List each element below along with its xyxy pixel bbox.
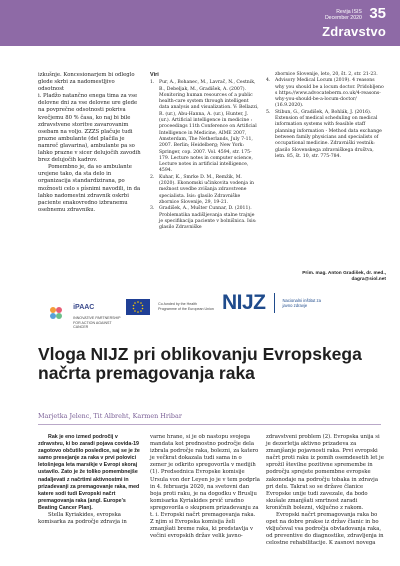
ipaac-subtitle: INNOVATIVE PARTNERSHIP FOR ACTION AGAINST CANCER [73, 316, 121, 329]
article-col3-paragraph-1: zdravstveni problem (2). Evropska unija si je dezerletja aktivno prizadeva za zmanjšanje pojavnosti raka. Prvi evropski načrt proti raku iz pomih osemdesetih let je sprožil številne pozitivne spremembe in področju sprejete pomembne evropske zakonodaje na področju tobaka in zdravja pri delu. Takrat so se države članice Evropske unije tudi zavezale, da bodo skušale zmanjšati smrtnost zaradi kroničnih bolezni, vključno z rakom. [266, 434, 384, 511]
reference-number: 1. [150, 80, 155, 86]
references-list [150, 80, 260, 231]
col1-line: namreč glavarina), ambulante pa so [38, 142, 135, 149]
reference-text: Kuhar, K., Smrke D. M., Remžik, M. (2020). Ekonomski učinkovita vodenja in mežnost uvedbe zvišanja zdravstvene specialista. Isis: glasilo Zdravniške zbornice Slovenije, 29, 19-21. [159, 174, 254, 205]
col1-line: na povprečne odsotnosti pokriva [38, 107, 126, 114]
issue-line-2: December 2020 [324, 15, 362, 21]
col1-line: izkušnje. Koncesionarjem bi odleglo [38, 72, 135, 78]
header-masthead [322, 6, 386, 39]
title-divider [38, 424, 381, 425]
eu-cofunding-logo [126, 296, 214, 315]
col1-line: brez delujočih kadrov. [38, 157, 98, 164]
reference-text: Stibun, G., Gradišek, A, Bohlák, J. (2016). Extension of medical scheduling on medical information systems with feasible staff planning information - Method data exchange between family physicians and specialists of occupational medicine. Zdravniški vestnik: glasilo Slovenskega zdravniškega društva, letn. 85, št. 10, str. 775-784. [275, 109, 382, 159]
reference-number: 4. [266, 78, 271, 84]
issue-line-1: Revija ISIS [336, 9, 362, 15]
article-lead: Rak je eno izmed področij v zdravstvu, ki bo zaradi pojava covida-19 zagotovo občutilo posledice, saj se je že samo presejanje za raka v prvi polovici letošnjega leta marsikje v Evropi skoraj ustavilo. Zato je že toliko pomembnejše nadaljevati z načrtimi aktivnostmi in prizadevanji za premagovanje raka, med katere sodi tudi Evropski načrt premagovanja raka (angl. Europe's Beating Cancer Plan). [38, 434, 140, 511]
reference-text: Advisory Medical Locum (2019). 4 reasons why you should be a locum doctor. Pridobljeno s https://www.advocateberm.co.uk/4-reasons-why-you-should-be-a-locum-doctor/ (16.9.2020). [275, 78, 384, 109]
references-column-continued [266, 72, 384, 160]
logo-strip [0, 288, 400, 328]
references-list-continued [266, 72, 384, 160]
article-column-1 [38, 434, 142, 526]
article-authors: Marjetka Jelenc, Tit Albreht, Karmen Hribar [38, 412, 182, 420]
ipaac-emblem-icon [46, 303, 66, 323]
col1-line: prazne ambulante (del plačila je [38, 135, 125, 142]
eu-cofunding-text: Co-funded by the Health Programme of the European Union [158, 302, 214, 311]
reference-item [150, 175, 260, 206]
col1-line: glede skrbi za nadomestljivo odsotnost [38, 79, 115, 93]
reference-number: 5. [266, 109, 271, 115]
article-column-3 [266, 434, 384, 548]
col1-paragraph-2: Pomembno je, da so ambulante urejene tako, da sta delo in organizacija standardizirana, po možnosti celo s písnimi navodili, in da lahko nadomestni zdravnik oskrbi paciente enakovredno izbranemu osebnemu zdravniku. [38, 164, 141, 213]
ipaac-logo [46, 294, 127, 332]
col1-line: kvečjemu 80 % časa, ko naj bi bile [38, 114, 131, 121]
reference-number: 3. [150, 206, 155, 212]
reference-item [266, 78, 384, 109]
author-signature [302, 271, 386, 283]
reference-text: zbornice Slovenije, leto, 20, št. 2, str. 21-23. [275, 72, 378, 77]
previous-article-column-1 [38, 72, 142, 214]
references-column [150, 72, 260, 231]
reference-item [150, 80, 260, 174]
reference-text: Pur, A., Bohanec, M., Lavrač, N., Cestnik, B., Debeljak, M., Gradišek, A. (2007). Monitoring human resources of a public health-care system through intelligent data analysis and visualization. V: Bellazzi, R. (ur.), Abu-Hanna, A. (ur.), Hunter, J. (ur.). Artificial intelligence in medicine : proceedings 11th Conference on Artificial Intelligence in Medicine, AIME 2007, Amsterdam, The Netherlands, July 7-11, 2007. Berlin; Heidelberg; New York: Springer, cop. 2007. Vol. 4594, str. 175-179. Lecture notes in computer science, Lecture notes in artificial intelligence, 4594. [159, 80, 259, 174]
col1-lines [38, 72, 142, 164]
col1-line: lahko prazne v sicer delujočih zavodih [38, 150, 141, 157]
article-title: Vloga NIJZ pri oblikovanju Evropskega načrta premagovanja raka [38, 344, 362, 383]
nijz-wordmark: NIJZ [222, 291, 266, 314]
reference-text: Gradišek, A., Mušter Cunnar, D. (2011). Problematika nadišljevanja stalne trajnje je specifikacija paciente v bolnišnica. Isis: glasilo Zdravniške [159, 206, 257, 231]
magazine-section-title: Zdravstvo [322, 24, 386, 39]
ipaac-name: iPAAC [73, 304, 95, 311]
col1-line: zdravstvene storitve zavarovanim [38, 121, 129, 128]
reference-item [150, 206, 260, 231]
page-header-band [0, 0, 400, 46]
article-col1-tail: Stella Kyriakides, evropska komisarka za področje zdravja in [38, 512, 127, 526]
col1-line: delovne dni za vse delovne ure glede [38, 100, 138, 107]
references-title: Viri [150, 72, 159, 78]
eu-flag-icon [126, 299, 150, 315]
nijz-logo [222, 291, 325, 315]
article-column-2 [150, 434, 260, 540]
col1-line: osebam na voljo. ZZZS plačuje tudi [38, 128, 133, 135]
nijz-subtitle: Nacionalni inštitut za javno zdravje [282, 298, 321, 308]
issue-info [325, 9, 362, 21]
nijz-divider [274, 293, 275, 313]
page-number: 35 [369, 5, 386, 22]
col1-line: i. Pladžo natančno enega tima za vse [38, 93, 138, 100]
signature-email: dagra@siol.net [351, 277, 386, 282]
article-col3-paragraph-2: Evropski načrt premagovanja raka bo opet na dobre prakse iz držav članic in bo vključeval vsa področja obvladovanja raka, od preventive do diagnostike, zdravljenja in celostne rehabilitacije. K zasnovi novega [266, 512, 384, 547]
reference-item [266, 110, 384, 160]
article-col2-text: varne hrane, si je ob nastopu svojega mandata kot prednostno področje dela izbrala področje raka, bolezni, za katero je večkrat dokazala tudi sama in o zemer je odkrito spregovorila v medijih (1). Predsednica Evropske komisije Ursula von der Leyen jo je v tem podprla in 4. februarja 2020, na svetovni dan boja proti raku, je na dogodku v Bruslju komisarka Kyriakides prvič uradno spregovorila o skupnem prizadevanju za t. i. Evropski načrt premagovanja raka. Z njim si Evropska komisija želi zmanjšati breme raka, ki predstavlja v večini evropskih držav velik javno- [150, 434, 260, 540]
reference-number: 2. [150, 174, 155, 180]
signature-name: Prim. mag. Anton Gradišek, dr. med., [302, 271, 386, 276]
